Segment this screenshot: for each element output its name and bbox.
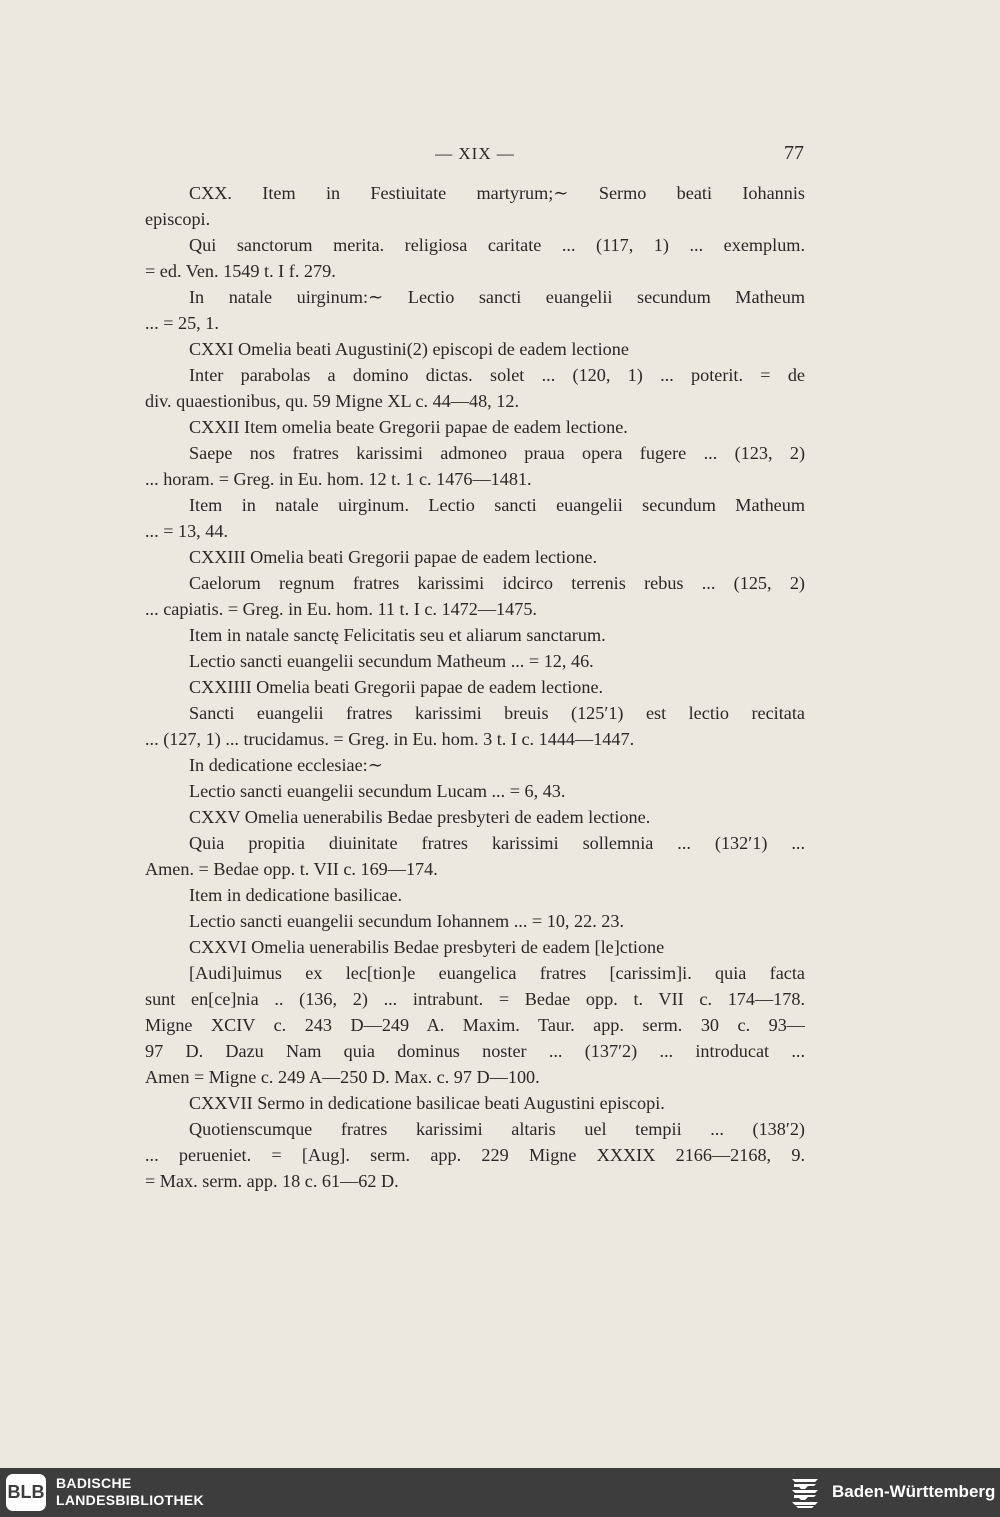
text-line: Saepe nos fratres karissimi admoneo praua opera fugere ... (123, 2) — [189, 443, 805, 463]
text-line: Amen. = Bedae opp. t. VII c. 169—174. — [145, 859, 438, 879]
text-line: Lectio sancti euangelii secundum Iohannem ... = 10, 22. 23. — [189, 911, 625, 931]
text-line: CXXIII Omelia beati Gregorii papae de eadem lectione. — [189, 547, 598, 567]
text-line: Migne XCIV c. 243 D—249 A. Maxim. Taur. app. serm. 30 c. 93— — [145, 1015, 805, 1035]
text-line: = Max. serm. app. 18 c. 61—62 D. — [145, 1171, 399, 1191]
baden-wuerttemberg-lions-icon — [790, 1476, 822, 1510]
running-head-title: — XIX — — [435, 144, 515, 163]
text-line: Item in natale sanctę Felicitatis seu et aliarum sanctarum. — [189, 625, 606, 645]
text-line: = ed. Ven. 1549 t. I f. 279. — [145, 261, 336, 281]
text-line: ... = 13, 44. — [145, 521, 229, 541]
text-line: CXXIIII Omelia beati Gregorii papae de eadem lectione. — [189, 677, 604, 697]
text-line: CXXVII Sermo in dedicatione basilicae beati Augustini episcopi. — [189, 1093, 665, 1113]
library-name-line1: BADISCHE — [56, 1475, 132, 1491]
text-line: ... horam. = Greg. in Eu. hom. 12 t. 1 c. 1476—1481. — [145, 469, 532, 489]
text-body — [145, 180, 805, 1194]
text-line: CXXI Omelia beati Augustini(2) episcopi de eadem lectione — [189, 339, 629, 359]
text-line: sunt en[ce]nia .. (136, 2) ... intrabunt. = Bedae opp. t. VII c. 174—178. — [145, 989, 805, 1009]
text-line: Item in dedicatione basilicae. — [189, 885, 403, 905]
text-line: Sancti euangelii fratres karissimi breuis (125′1) est lectio recitata — [189, 703, 805, 723]
text-line: Qui sanctorum merita. religiosa caritate ... (117, 1) ... exemplum. — [189, 235, 805, 255]
text-line: Quia propitia diuinitate fratres karissimi sollemnia ... (132′1) ... — [189, 833, 805, 853]
text-line: Quotienscumque fratres karissimi altaris uel tempii ... (138′2) — [189, 1119, 805, 1139]
text-line: Lectio sancti euangelii secundum Matheum ... = 12, 46. — [189, 651, 594, 671]
text-line: Inter parabolas a domino dictas. solet ... (120, 1) ... poterit. = de — [189, 365, 805, 385]
text-line: ... (127, 1) ... trucidamus. = Greg. in Eu. hom. 3 t. I c. 1444—1447. — [145, 729, 635, 749]
library-name-line2: LANDESBIBLIOTHEK — [56, 1492, 204, 1508]
text-line: Amen = Migne c. 249 A—250 D. Max. c. 97 D—100. — [145, 1067, 540, 1087]
text-line: [Audi]uimus ex lec[tion]e euangelica fratres [carissim]i. quia facta — [189, 963, 805, 983]
text-line: CXXVI Omelia uenerabilis Bedae presbyteri de eadem [le]ctione — [189, 937, 665, 957]
running-head — [0, 140, 1000, 170]
text-line: 97 D. Dazu Nam quia dominus noster ... (137′2) ... introducat ... — [145, 1041, 805, 1061]
page-number: 77 — [784, 142, 804, 164]
text-line: Item in natale uirginum. Lectio sancti euangelii secundum Matheum — [189, 495, 805, 515]
blb-logo[interactable]: BLB — [6, 1474, 46, 1511]
text-line: ... perueniet. = [Aug]. serm. app. 229 Migne XXXIX 2166—2168, 9. — [145, 1145, 805, 1165]
text-line: episcopi. — [145, 209, 211, 229]
text-line: In dedicatione ecclesiae:∼ — [189, 755, 383, 775]
text-line: CXXII Item omelia beate Gregorii papae de eadem lectione. — [189, 417, 628, 437]
text-line: CXX. Item in Festiuitate martyrum;∼ Sermo beati Iohannis — [189, 183, 805, 203]
text-line: Lectio sancti euangelii secundum Lucam ... = 6, 43. — [189, 781, 566, 801]
text-line: ... = 25, 1. — [145, 313, 219, 333]
text-line: In natale uirginum:∼ Lectio sancti euangelii secundum Matheum — [189, 287, 805, 307]
text-line: Caelorum regnum fratres karissimi idcirco terrenis rebus ... (125, 2) — [189, 573, 805, 593]
baden-wuerttemberg-label[interactable]: Baden-Württemberg — [832, 1482, 996, 1501]
footer-bar — [0, 1468, 1000, 1517]
library-name — [56, 1475, 204, 1509]
text-line: CXXV Omelia uenerabilis Bedae presbyteri de eadem lectione. — [189, 807, 651, 827]
text-line: div. quaestionibus, qu. 59 Migne XL c. 44—48, 12. — [145, 391, 519, 411]
text-line: ... capiatis. = Greg. in Eu. hom. 11 t. I c. 1472—1475. — [145, 599, 537, 619]
